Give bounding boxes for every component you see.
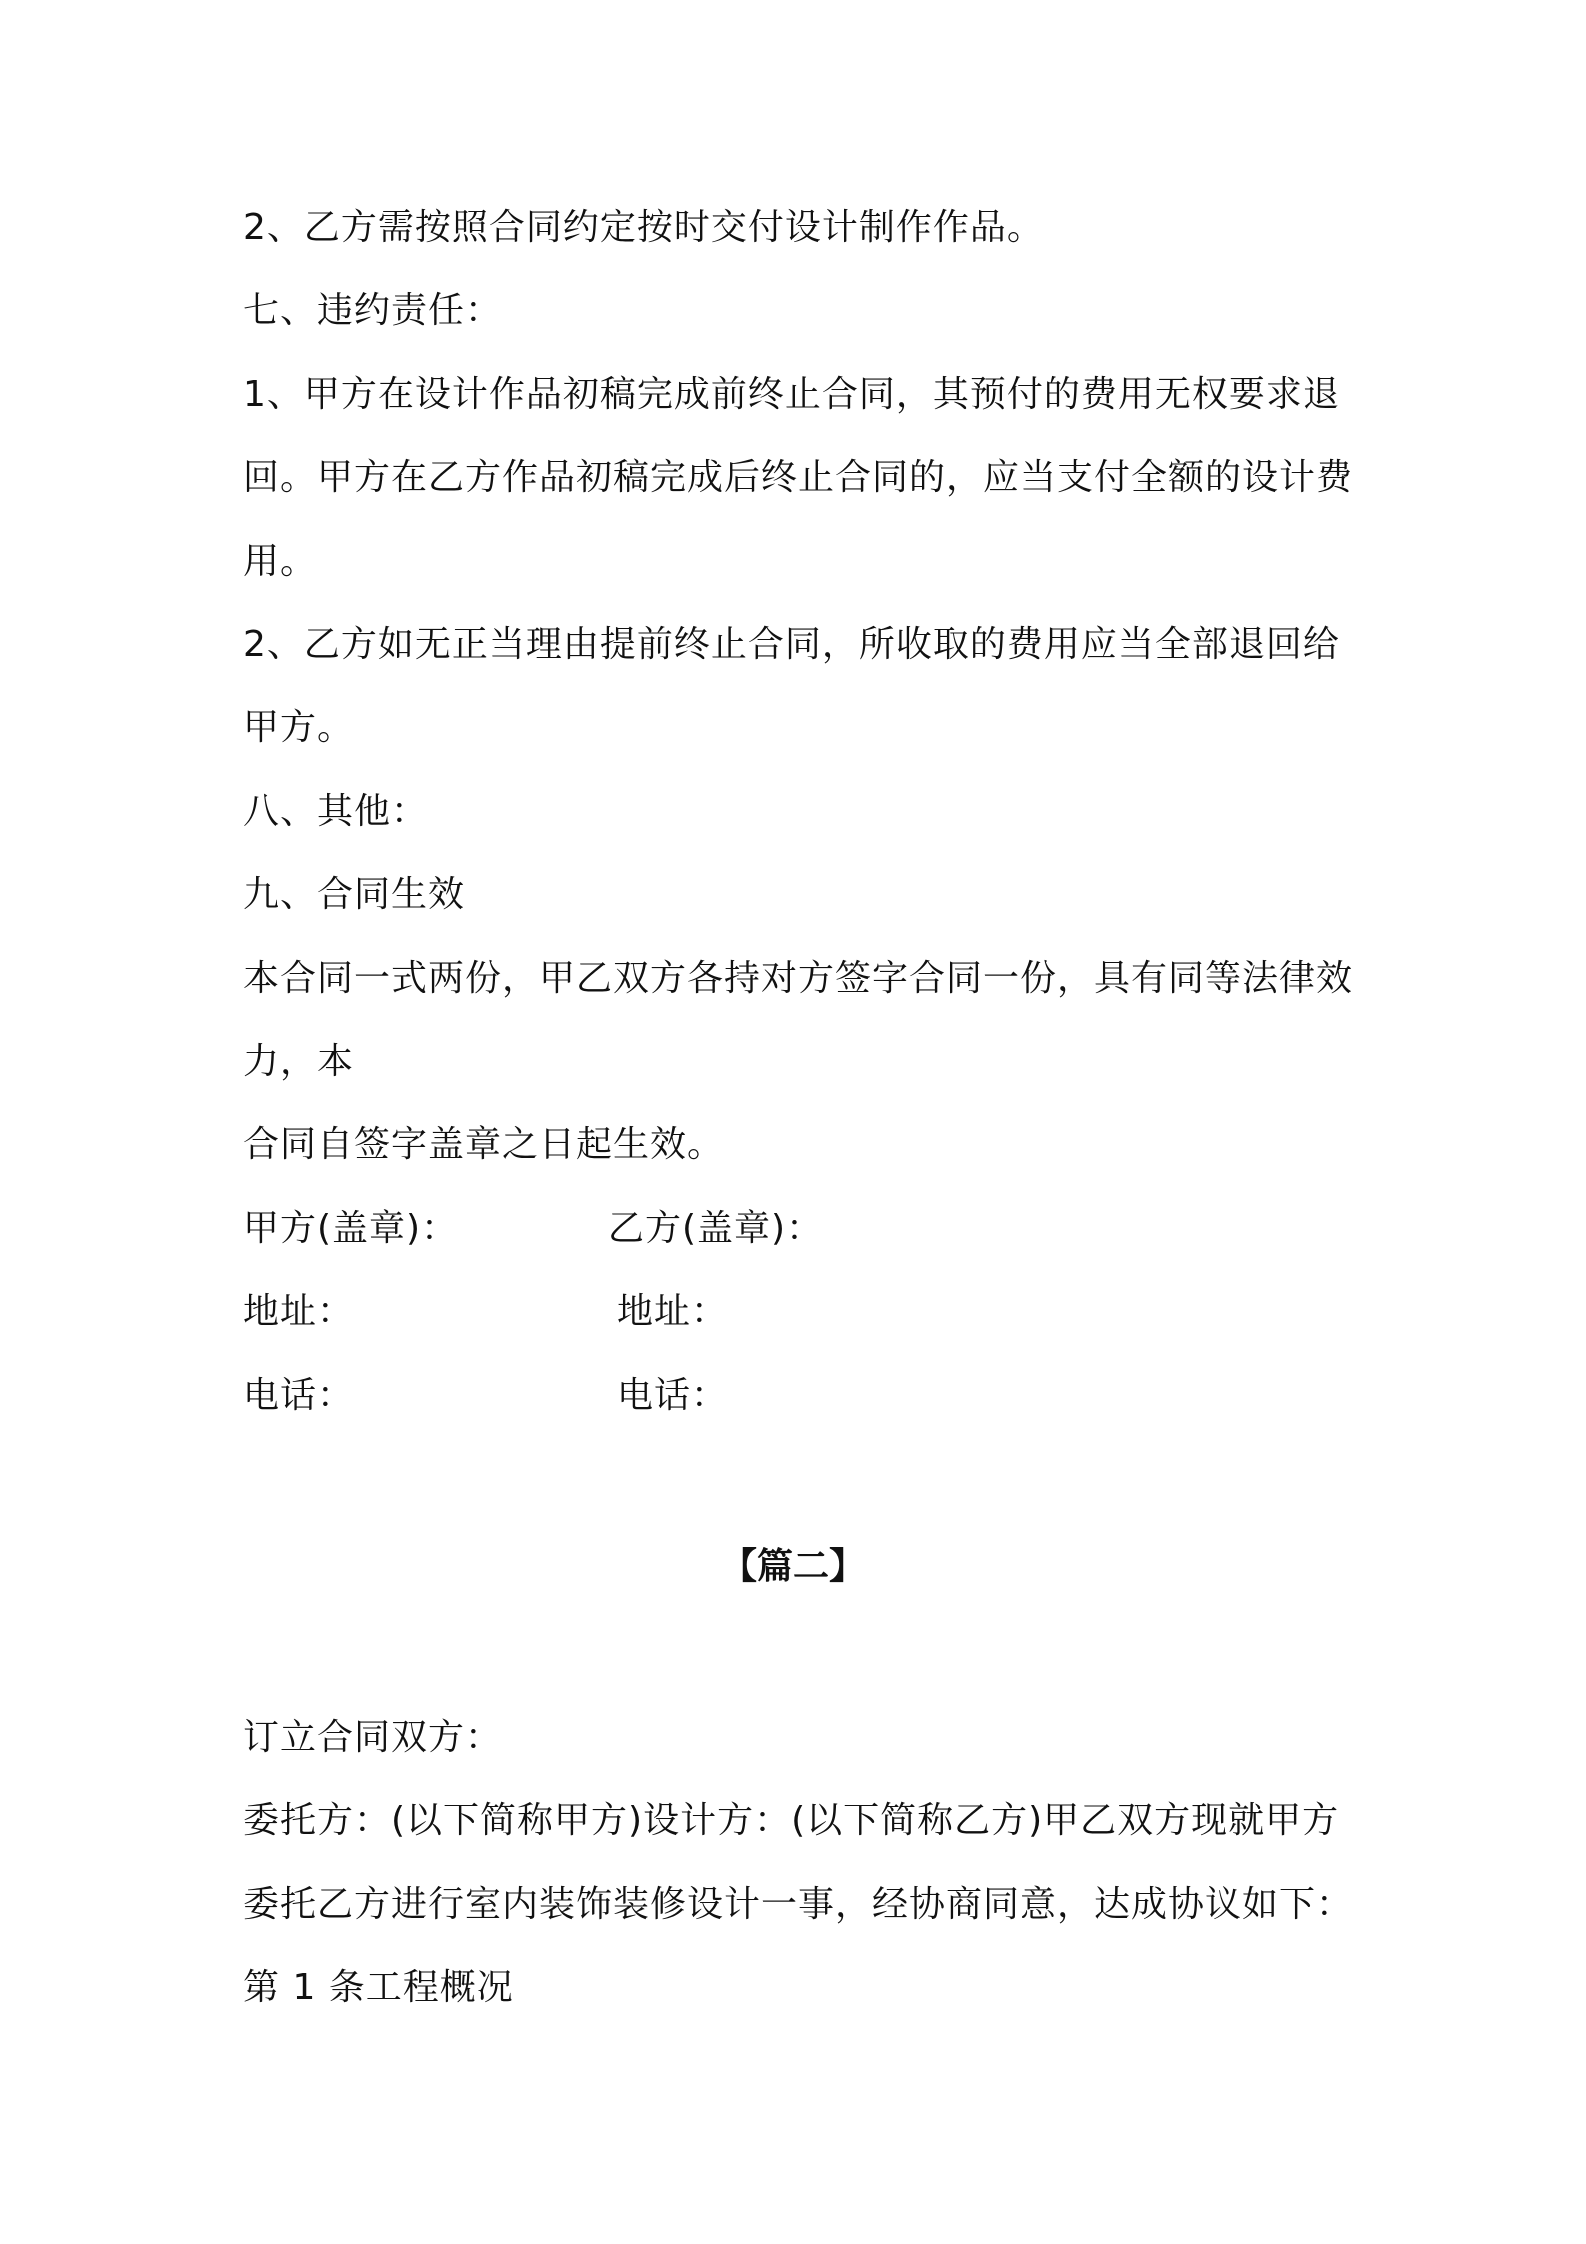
paragraph-line: 本合同一式两份，甲乙双方各持对方签字合同一份，具有同等法律效 [243, 958, 1354, 999]
paragraph-line: 2、乙方如无正当理由提前终止合同，所收取的费用应当全部退回给 [243, 624, 1340, 665]
paragraph-line: 合同自签字盖章之日起生效。 [243, 1124, 725, 1165]
paragraph-line: 回。甲方在乙方作品初稿完成后终止合同的，应当支付全额的设计费 [243, 457, 1354, 498]
heading-breach-liability: 七、违约责任： [243, 290, 503, 331]
section-title: 【篇二】 [720, 1546, 865, 1587]
heading-other: 八、其他： [243, 791, 429, 832]
paragraph-line: 用。 [243, 541, 318, 582]
paragraph-line: 委托乙方进行室内装饰装修设计一事，经协商同意，达成协议如下： [243, 1884, 1354, 1925]
paragraph-line: 甲方。 [243, 707, 355, 748]
party-a-phone-label: 电话： [243, 1375, 355, 1416]
party-a-seal-label: 甲方(盖章)： [243, 1208, 459, 1249]
paragraph-line: 委托方：(以下简称甲方)设计方：(以下简称乙方)甲乙双方现就甲方 [243, 1800, 1340, 1841]
heading-contract-effective: 九、合同生效 [243, 874, 466, 915]
paragraph-line: 订立合同双方： [243, 1717, 503, 1758]
paragraph-line: 1、甲方在设计作品初稿完成前终止合同，其预付的费用无权要求退 [243, 374, 1340, 415]
party-a-address-label: 地址： [243, 1291, 355, 1332]
paragraph-line: 力，本 [243, 1041, 355, 1082]
party-b-phone-label: 电话： [617, 1375, 729, 1416]
party-b-seal-label: 乙方(盖章)： [608, 1208, 824, 1249]
paragraph-line: 2、乙方需按照合同约定按时交付设计制作作品。 [243, 207, 1044, 248]
heading-project-overview: 第 1 条工程概况 [243, 1967, 514, 2008]
party-b-address-label: 地址： [617, 1291, 729, 1332]
